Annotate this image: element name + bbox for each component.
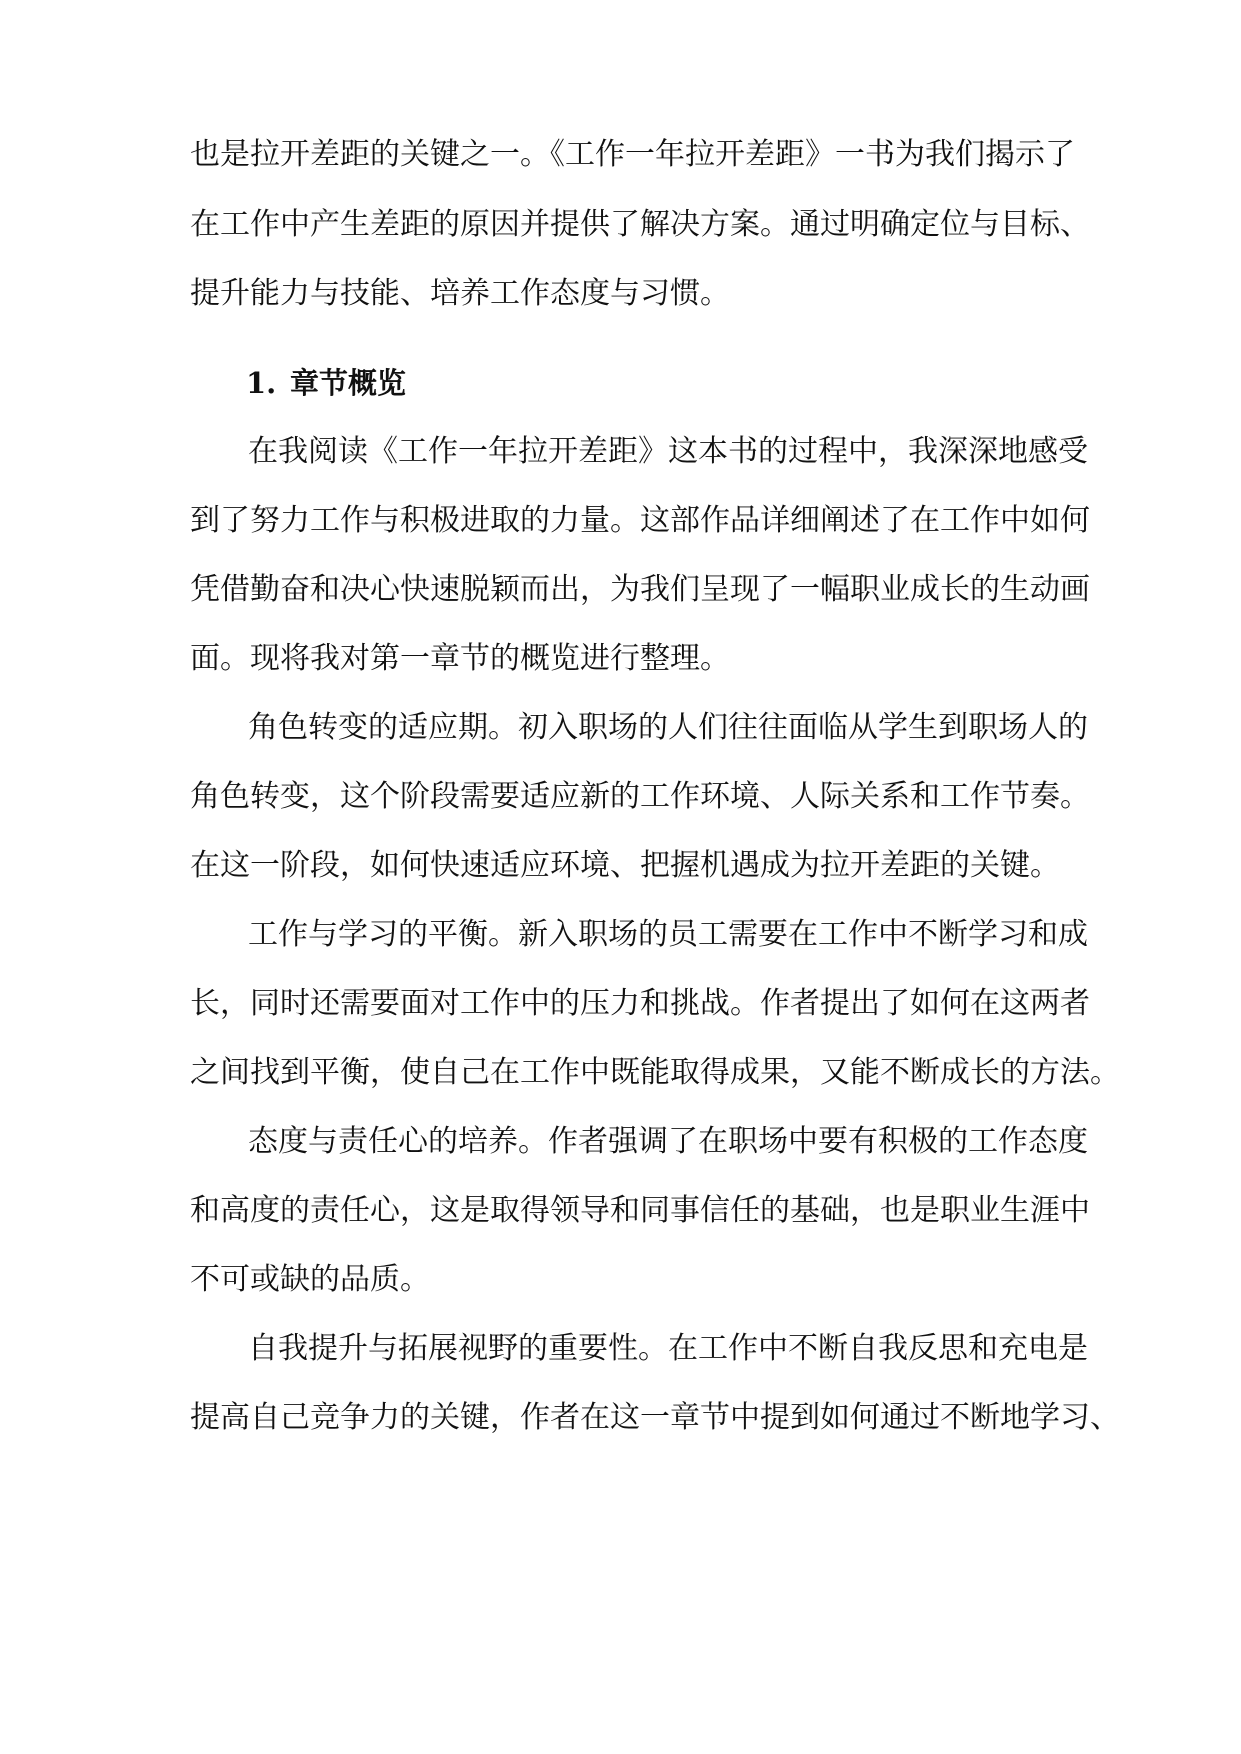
- paragraph-4-line-2: 和高度的责任心，这是取得领导和同事信任的基础，也是职业生涯中: [190, 1193, 1090, 1228]
- paragraph-4-line-3: 不可或缺的品质。: [190, 1262, 430, 1297]
- section-title: 章节概览: [290, 366, 407, 400]
- paragraph-5-line-1: 自我提升与拓展视野的重要性。在工作中不断自我反思和充电是: [248, 1331, 1088, 1366]
- section-heading: [246, 363, 406, 403]
- paragraph-1-line-4: 面。现将我对第一章节的概览进行整理。: [190, 641, 730, 676]
- intro-line-3: 提升能力与技能、培养工作态度与习惯。: [190, 276, 730, 311]
- paragraph-4-line-1: 态度与责任心的培养。作者强调了在职场中要有积极的工作态度: [248, 1124, 1088, 1159]
- paragraph-2-line-2: 角色转变，这个阶段需要适应新的工作环境、人际关系和工作节奏。: [190, 779, 1090, 814]
- paragraph-3-line-3: 之间找到平衡，使自己在工作中既能取得成果，又能不断成长的方法。: [190, 1055, 1120, 1090]
- intro-line-2: 在工作中产生差距的原因并提供了解决方案。通过明确定位与目标、: [190, 207, 1090, 242]
- intro-line-1: 也是拉开差距的关键之一。《工作一年拉开差距》一书为我们揭示了: [190, 137, 1075, 172]
- paragraph-1-line-1: 在我阅读《工作一年拉开差距》这本书的过程中，我深深地感受: [248, 434, 1088, 469]
- paragraph-2-line-3: 在这一阶段，如何快速适应环境、把握机遇成为拉开差距的关键。: [190, 848, 1060, 883]
- paragraph-1-line-2: 到了努力工作与积极进取的力量。这部作品详细阐述了在工作中如何: [190, 503, 1090, 538]
- section-number: 1.: [246, 366, 277, 400]
- paragraph-2-line-1: 角色转变的适应期。初入职场的人们往往面临从学生到职场人的: [248, 710, 1088, 745]
- paragraph-3-line-2: 长，同时还需要面对工作中的压力和挑战。作者提出了如何在这两者: [190, 986, 1090, 1021]
- paragraph-5-line-2: 提高自己竞争力的关键，作者在这一章节中提到如何通过不断地学习、: [190, 1400, 1120, 1435]
- paragraph-3-line-1: 工作与学习的平衡。新入职场的员工需要在工作中不断学习和成: [248, 917, 1088, 952]
- paragraph-1-line-3: 凭借勤奋和决心快速脱颖而出，为我们呈现了一幅职业成长的生动画: [190, 572, 1090, 607]
